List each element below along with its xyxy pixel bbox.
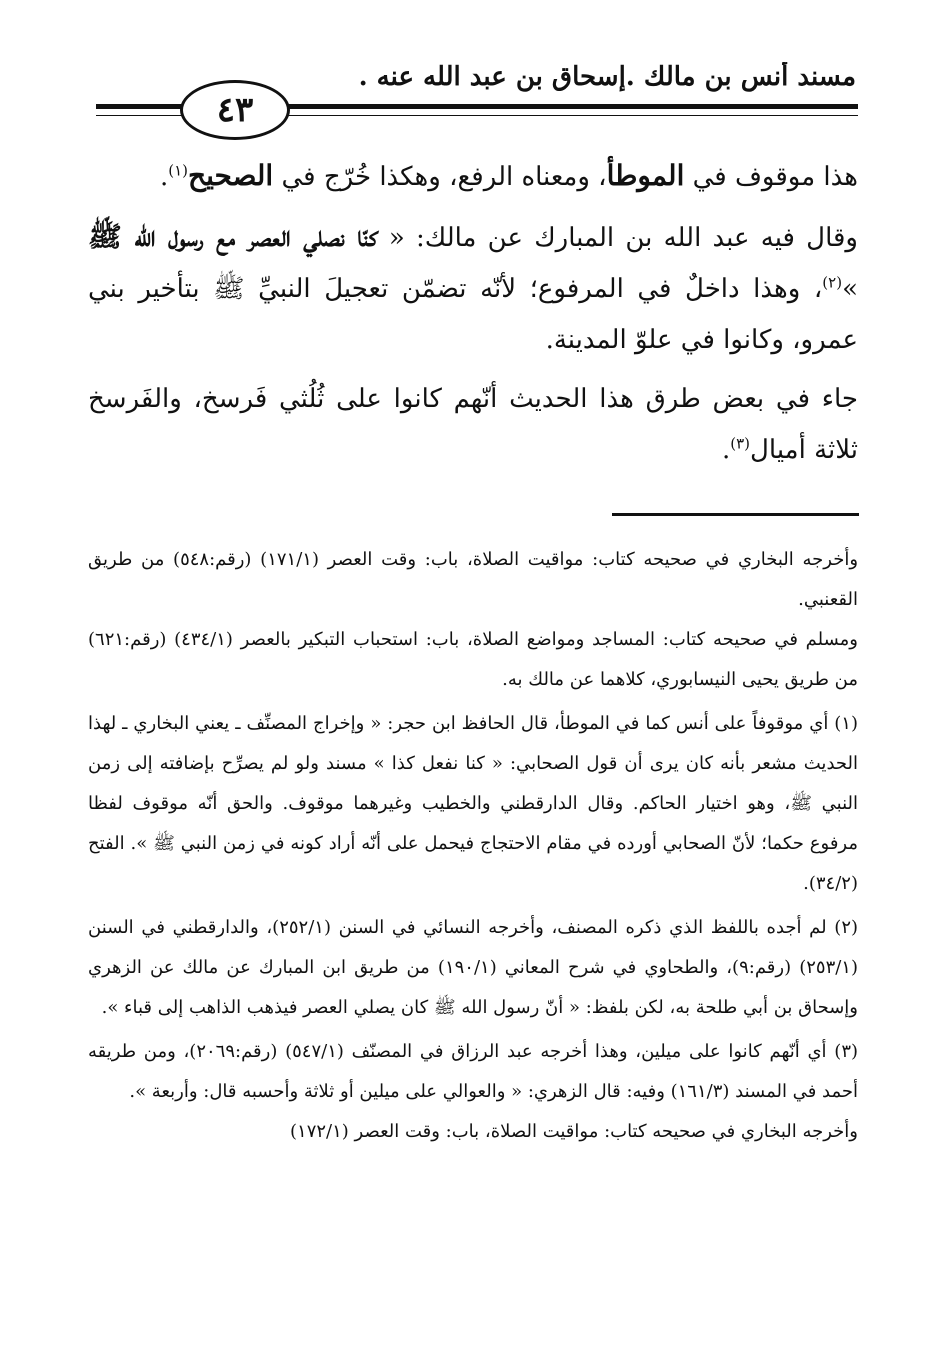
bold-term: الصحيح: [188, 159, 274, 192]
bold-term: الموطأ: [606, 159, 685, 192]
running-header: مسند أنس بن مالك .إسحاق بن عبد الله عنه .: [358, 62, 856, 92]
footnote-ref: (٢): [822, 273, 843, 292]
footnote-2: (٢) لم أجده باللفظ الذي ذكره المصنف، وأخرجه النسائي في السنن (٢٥٢/١)، والدارقطني في السنن (٢٥٣/١) (رقم:٩)، والطحاوي في شرح المعاني (١٩٠/١) من طريق ابن المبارك عن مالك عن الزهري وإسحاق بن أبي طلحة به، لكن بلفظ: « أنّ رسول الله ﷺ كان يصلي العصر فيذهب الذاهب إلى قباء ».: [88, 917, 859, 1018]
footnote-continued: ومسلم في صحيحه كتاب: المساجد ومواضع الصلاة، باب: استحباب التبكير بالعصر (٤٣٤/١) (رقم:٦٢١) من طريق يحيى النيسابوري، كلاهما عن مالك به.: [88, 629, 858, 690]
footnote-ref: (١): [168, 161, 189, 180]
footnote-ref: (٣): [730, 434, 750, 453]
paragraph-2: وقال فيه عبد الله بن المبارك عن مالك: « كنّا نصلي العصر مع رسول الله ﷺ »$^{(٢)}$، وهذا داخلٌ في المرفوع؛ لأنّه تضمّن تعجيلَ النبيِّ ﷺ بتأخير بني عمرو، وكانوا في علوّ المدينة.: [88, 220, 858, 355]
footnote-3: (٣) أي أنّهم كانوا على ميلين، وهذا أخرجه عبد الرزاق في المصنّف (٥٤٧/١) (رقم:٢٠٦٩)، ومن طريقه أحمد في المسند (١٦١/٣) وفيه: قال الزهري: « والعوالي على ميلين أو ثلاثة وأحسبه قال: وأربعة ».: [88, 1041, 859, 1102]
footnote-continued: وأخرجه البخاري في صحيحه كتاب: مواقيت الصلاة، باب: وقت العصر (١٧١/١) (رقم:٥٤٨) من طريق القعنبي.: [88, 549, 859, 610]
paragraph-1: هذا موقوف في الموطأ، ومعناه الرفع، وهكذا خُرّج في الصحيح$^{(١)}$.: [159, 159, 858, 192]
hadith-quote: كنّا نصلي العصر مع رسول الله ﷺ: [88, 220, 378, 253]
page-number: ٤٣: [180, 80, 290, 140]
footnote-separator: [612, 513, 859, 516]
footnote-continued: وأخرجه البخاري في صحيحه كتاب: مواقيت الصلاة، باب: وقت العصر (١٧٢/١): [290, 1121, 858, 1142]
main-text: [88, 150, 858, 476]
paragraph-3: جاء في بعض طرق هذا الحديث أنّهم كانوا على ثُلُثي فَرسخ، والفَرسخ ثلاثة أميال$^{(٣)}$.: [88, 384, 858, 465]
footnotes: [88, 540, 858, 1152]
footnote-1: (١) أي موقوفاً على أنس كما في الموطأ، قال الحافظ ابن حجر: « وإخراج المصنِّف ـ يعني البخاري ـ لهذا الحديث مشعر بأنه كان يرى أن قول الصحابي: « كنا نفعل كذا » مسند ولو لم يصرِّح بإضافته إلى زمن النبي ﷺ، وهو اختيار الحاكم. وقال الدارقطني والخطيب وغيرهما موقوف. والحق أنّه موقوف لفظا مرفوع حكما؛ لأنّ الصحابي أورده في مقام الاحتجاج فيحمل على أنّه أراد كونه في زمن النبي ﷺ ». الفتح (٣٤/٢).: [88, 713, 858, 894]
